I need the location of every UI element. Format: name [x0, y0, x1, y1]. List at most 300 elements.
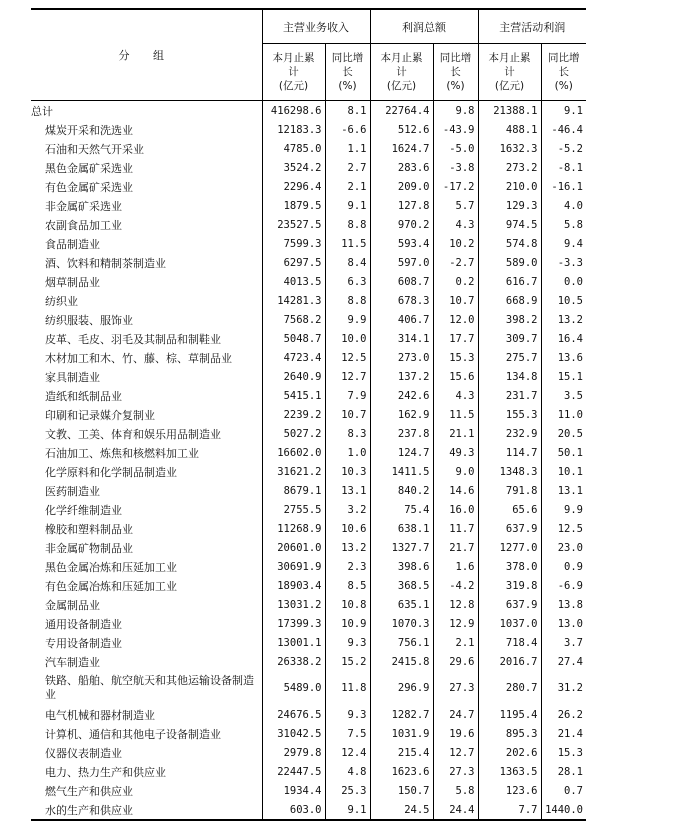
operating-growth-cell: 10.5 [541, 291, 586, 310]
operating-cumulative-cell: 791.8 [478, 481, 541, 500]
table-row [31, 120, 586, 139]
revenue-cumulative-cell: 12183.3 [262, 120, 325, 139]
revenue-growth-cell: 2.3 [325, 557, 370, 576]
revenue-growth-cell: 10.6 [325, 519, 370, 538]
table-row [31, 348, 586, 367]
table-row [31, 272, 586, 291]
industry-name-cell: 总计 [31, 104, 53, 118]
table-row [31, 557, 586, 576]
operating-cumulative-cell: 1348.3 [478, 462, 541, 481]
revenue-growth-cell: 10.0 [325, 329, 370, 348]
profit-growth-cell: -17.2 [433, 177, 478, 196]
operating-growth-cell: 13.8 [541, 595, 586, 614]
profit-growth-header: 同比增 长 (%) [433, 44, 478, 101]
revenue-cumulative-cell: 4723.4 [262, 348, 325, 367]
revenue-cumulative-cell: 4013.5 [262, 272, 325, 291]
total-profit-group-header: 利润总额 [370, 9, 478, 44]
operating-cumulative-cell: 616.7 [478, 272, 541, 291]
operating-cumulative-cell: 7.7 [478, 800, 541, 820]
operating-cumulative-cell: 155.3 [478, 405, 541, 424]
operating-growth-cell: 4.0 [541, 196, 586, 215]
revenue-growth-cell: 9.1 [325, 196, 370, 215]
operating-growth-cell: 0.0 [541, 272, 586, 291]
revenue-growth-cell: 3.2 [325, 500, 370, 519]
revenue-cumulative-cell: 14281.3 [262, 291, 325, 310]
operating-cumulative-cell: 134.8 [478, 367, 541, 386]
profit-growth-cell: 4.3 [433, 215, 478, 234]
revenue-growth-cell: 10.3 [325, 462, 370, 481]
profit-cumulative-cell: 75.4 [370, 500, 433, 519]
revenue-cumulative-cell: 18903.4 [262, 576, 325, 595]
revenue-growth-cell: 8.5 [325, 576, 370, 595]
operating-growth-cell: 15.3 [541, 743, 586, 762]
revenue-growth-cell: 13.1 [325, 481, 370, 500]
revenue-cumulative-cell: 1879.5 [262, 196, 325, 215]
operating-cumulative-cell: 309.7 [478, 329, 541, 348]
revenue-growth-cell: 10.9 [325, 614, 370, 633]
industry-name-cell: 化学原料和化学制品制造业 [45, 465, 177, 479]
profit-cumulative-cell: 273.0 [370, 348, 433, 367]
operating-cumulative-cell: 123.6 [478, 781, 541, 800]
operating-cumulative-cell: 895.3 [478, 724, 541, 743]
table-row [31, 443, 586, 462]
profit-growth-cell: 5.8 [433, 781, 478, 800]
operating-growth-header: 同比增 长 (%) [541, 44, 586, 101]
operating-growth-cell: 12.5 [541, 519, 586, 538]
operating-growth-cell: 13.1 [541, 481, 586, 500]
profit-cumulative-cell: 1282.7 [370, 705, 433, 724]
table-row [31, 538, 586, 557]
operating-cumulative-cell: 974.5 [478, 215, 541, 234]
industry-name-cell: 燃气生产和供应业 [45, 784, 133, 798]
revenue-growth-cell: 12.5 [325, 348, 370, 367]
industry-name-cell: 水的生产和供应业 [31, 800, 262, 820]
profit-growth-cell: 5.7 [433, 196, 478, 215]
operating-growth-cell: 5.8 [541, 215, 586, 234]
operating-growth-cell: 9.4 [541, 234, 586, 253]
revenue-cumulative-cell: 7568.2 [262, 310, 325, 329]
industry-name-cell: 酒、饮料和精制茶制造业 [45, 256, 166, 270]
revenue-cumulative-cell: 5048.7 [262, 329, 325, 348]
revenue-growth-cell: 8.3 [325, 424, 370, 443]
revenue-cumulative-cell: 4785.0 [262, 139, 325, 158]
revenue-cumulative-cell: 1934.4 [262, 781, 325, 800]
revenue-cumulative-cell: 2640.9 [262, 367, 325, 386]
profit-growth-cell: 19.6 [433, 724, 478, 743]
operating-cumulative-cell: 202.6 [478, 743, 541, 762]
table-row [31, 424, 586, 443]
profit-cumulative-cell: 368.5 [370, 576, 433, 595]
operating-growth-cell: 0.9 [541, 557, 586, 576]
table-row [31, 215, 586, 234]
revenue-growth-cell: 8.8 [325, 215, 370, 234]
profit-cumulative-cell: 406.7 [370, 310, 433, 329]
profit-cumulative-cell: 237.8 [370, 424, 433, 443]
profit-growth-cell: 12.9 [433, 614, 478, 633]
operating-growth-cell: 11.0 [541, 405, 586, 424]
profit-cumulative-cell: 593.4 [370, 234, 433, 253]
revenue-cumulative-cell: 13031.2 [262, 595, 325, 614]
operating-cumulative-cell: 210.0 [478, 177, 541, 196]
profit-growth-cell: 10.2 [433, 234, 478, 253]
operating-cumulative-cell: 589.0 [478, 253, 541, 272]
profit-cumulative-cell: 162.9 [370, 405, 433, 424]
revenue-growth-cell: 9.3 [325, 705, 370, 724]
statistics-table-container [31, 8, 586, 821]
profit-cumulative-cell: 970.2 [370, 215, 433, 234]
operating-cumulative-cell: 231.7 [478, 386, 541, 405]
table-row [31, 234, 586, 253]
profit-cumulative-cell: 22764.4 [370, 101, 433, 121]
operating-cumulative-cell: 378.0 [478, 557, 541, 576]
industry-name-cell: 农副食品加工业 [45, 218, 122, 232]
revenue-growth-cell: 12.4 [325, 743, 370, 762]
table-row [31, 253, 586, 272]
operating-cumulative-cell: 637.9 [478, 519, 541, 538]
operating-growth-cell: 13.2 [541, 310, 586, 329]
revenue-cumulative-cell: 7599.3 [262, 234, 325, 253]
operating-growth-cell: 3.5 [541, 386, 586, 405]
profit-growth-cell: 17.7 [433, 329, 478, 348]
profit-cumulative-cell: 756.1 [370, 633, 433, 652]
operating-growth-cell: 27.4 [541, 652, 586, 671]
revenue-cumulative-cell: 5027.2 [262, 424, 325, 443]
revenue-cumulative-cell: 6297.5 [262, 253, 325, 272]
profit-growth-cell: 11.7 [433, 519, 478, 538]
profit-growth-cell: 29.6 [433, 652, 478, 671]
revenue-growth-cell: 8.4 [325, 253, 370, 272]
table-row [31, 196, 586, 215]
operating-growth-cell: 50.1 [541, 443, 586, 462]
table-row [31, 329, 586, 348]
industry-name-cell: 石油和天然气开采业 [45, 142, 144, 156]
revenue-cumulative-cell: 416298.6 [262, 101, 325, 121]
revenue-growth-cell: 1.1 [325, 139, 370, 158]
profit-growth-cell: 24.7 [433, 705, 478, 724]
industry-name-cell: 黑色金属矿采选业 [45, 161, 133, 175]
profit-cumulative-cell: 1623.6 [370, 762, 433, 781]
revenue-cumulative-cell: 30691.9 [262, 557, 325, 576]
industry-name-cell: 文教、工美、体育和娱乐用品制造业 [45, 427, 221, 441]
operating-growth-cell: 10.1 [541, 462, 586, 481]
revenue-cumulative-cell: 22447.5 [262, 762, 325, 781]
operating-cumulative-cell: 1632.3 [478, 139, 541, 158]
table-row [31, 386, 586, 405]
profit-growth-cell: 4.3 [433, 386, 478, 405]
profit-growth-cell: 15.6 [433, 367, 478, 386]
operating-growth-cell: -5.2 [541, 139, 586, 158]
revenue-cumulative-cell: 26338.2 [262, 652, 325, 671]
table-row [31, 652, 586, 671]
profit-cumulative-cell: 242.6 [370, 386, 433, 405]
operating-growth-cell: 21.4 [541, 724, 586, 743]
industry-name-cell: 纺织服装、服饰业 [45, 313, 133, 327]
operating-growth-cell: 3.7 [541, 633, 586, 652]
industry-name-cell: 通用设备制造业 [45, 617, 122, 631]
revenue-growth-cell: 8.1 [325, 101, 370, 121]
profit-growth-cell: 12.8 [433, 595, 478, 614]
operating-growth-cell: 1440.0 [541, 800, 586, 820]
industry-name-cell: 仪器仪表制造业 [45, 746, 122, 760]
industry-name-cell: 石油加工、炼焦和核燃料加工业 [45, 446, 199, 460]
operating-cumulative-cell: 574.8 [478, 234, 541, 253]
industry-name-cell: 铁路、船舶、航空航天和其他运输设备制造业 [45, 674, 254, 701]
operating-cumulative-cell: 1277.0 [478, 538, 541, 557]
industry-name-cell: 有色金属冶炼和压延加工业 [45, 579, 177, 593]
profit-growth-cell: 15.3 [433, 348, 478, 367]
profit-growth-cell: 24.4 [433, 800, 478, 820]
profit-cumulative-cell: 398.6 [370, 557, 433, 576]
profit-cumulative-cell: 2415.8 [370, 652, 433, 671]
revenue-cumulative-cell: 8679.1 [262, 481, 325, 500]
profit-cumulative-cell: 840.2 [370, 481, 433, 500]
revenue-cumulative-cell: 11268.9 [262, 519, 325, 538]
operating-cumulative-cell: 21388.1 [478, 101, 541, 121]
revenue-growth-cell: 6.3 [325, 272, 370, 291]
revenue-cumulative-cell: 20601.0 [262, 538, 325, 557]
revenue-growth-header: 同比增 长 (%) [325, 44, 370, 101]
revenue-cumulative-cell: 17399.3 [262, 614, 325, 633]
profit-growth-cell: 12.7 [433, 743, 478, 762]
operating-cumulative-cell: 2016.7 [478, 652, 541, 671]
operating-cumulative-cell: 275.7 [478, 348, 541, 367]
profit-cumulative-cell: 597.0 [370, 253, 433, 272]
revenue-growth-cell: 10.8 [325, 595, 370, 614]
profit-cumulative-cell: 209.0 [370, 177, 433, 196]
table-row [31, 724, 586, 743]
profit-cumulative-cell: 1070.3 [370, 614, 433, 633]
profit-growth-cell: 11.5 [433, 405, 478, 424]
industry-name-cell: 印刷和记录媒介复制业 [45, 408, 155, 422]
table-row [31, 310, 586, 329]
table-row [31, 481, 586, 500]
profit-cumulative-cell: 283.6 [370, 158, 433, 177]
revenue-cumulative-cell: 13001.1 [262, 633, 325, 652]
revenue-cumulative-cell: 5415.1 [262, 386, 325, 405]
industry-name-cell: 化学纤维制造业 [45, 503, 122, 517]
group-column-header: 分 组 [31, 9, 262, 101]
operating-growth-cell: 28.1 [541, 762, 586, 781]
operating-cumulative-cell: 273.2 [478, 158, 541, 177]
operating-cumulative-cell: 488.1 [478, 120, 541, 139]
profit-cumulative-cell: 215.4 [370, 743, 433, 762]
operating-growth-cell: -3.3 [541, 253, 586, 272]
table-row-total [31, 101, 586, 121]
industry-name-cell: 非金属矿物制品业 [45, 541, 133, 555]
revenue-cumulative-cell: 31042.5 [262, 724, 325, 743]
industry-name-cell: 皮革、毛皮、羽毛及其制品和制鞋业 [45, 332, 221, 346]
profit-growth-cell: 49.3 [433, 443, 478, 462]
revenue-growth-cell: 7.5 [325, 724, 370, 743]
revenue-cumulative-cell: 23527.5 [262, 215, 325, 234]
industry-name-cell: 金属制品业 [45, 598, 100, 612]
revenue-group-header: 主营业务收入 [262, 9, 370, 44]
profit-growth-cell: -4.2 [433, 576, 478, 595]
table-row [31, 139, 586, 158]
profit-growth-cell: 21.1 [433, 424, 478, 443]
industry-name-cell: 汽车制造业 [45, 655, 100, 669]
industry-name-cell: 非金属矿采选业 [45, 199, 122, 213]
profit-cumulative-cell: 638.1 [370, 519, 433, 538]
revenue-cumulative-cell: 2755.5 [262, 500, 325, 519]
industry-name-cell: 橡胶和塑料制品业 [45, 522, 133, 536]
profit-cumulative-cell: 127.8 [370, 196, 433, 215]
profit-cumulative-header: 本月止累 计 (亿元) [370, 44, 433, 101]
table-row [31, 595, 586, 614]
profit-cumulative-cell: 124.7 [370, 443, 433, 462]
revenue-cumulative-cell: 16602.0 [262, 443, 325, 462]
table-row [31, 743, 586, 762]
revenue-growth-cell: 10.7 [325, 405, 370, 424]
operating-growth-cell: 13.0 [541, 614, 586, 633]
industry-name-cell: 专用设备制造业 [45, 636, 122, 650]
profit-growth-cell: 10.7 [433, 291, 478, 310]
industry-name-cell: 医药制造业 [45, 484, 100, 498]
industry-name-cell: 家具制造业 [45, 370, 100, 384]
revenue-growth-cell: 4.8 [325, 762, 370, 781]
table-row [31, 614, 586, 633]
profit-growth-cell: 21.7 [433, 538, 478, 557]
profit-cumulative-cell: 150.7 [370, 781, 433, 800]
revenue-growth-cell: 25.3 [325, 781, 370, 800]
operating-cumulative-cell: 65.6 [478, 500, 541, 519]
profit-growth-cell: 9.8 [433, 101, 478, 121]
revenue-growth-cell: 15.2 [325, 652, 370, 671]
operating-growth-cell: 23.0 [541, 538, 586, 557]
table-row [31, 405, 586, 424]
operating-cumulative-cell: 129.3 [478, 196, 541, 215]
profit-growth-cell: -5.0 [433, 139, 478, 158]
industry-name-cell: 计算机、通信和其他电子设备制造业 [45, 727, 221, 741]
operating-cumulative-cell: 232.9 [478, 424, 541, 443]
revenue-cumulative-cell: 2296.4 [262, 177, 325, 196]
operating-cumulative-cell: 1363.5 [478, 762, 541, 781]
operating-cumulative-cell: 398.2 [478, 310, 541, 329]
industry-name-cell: 烟草制品业 [45, 275, 100, 289]
revenue-growth-cell: 9.3 [325, 633, 370, 652]
operating-cumulative-cell: 718.4 [478, 633, 541, 652]
profit-growth-cell: 12.0 [433, 310, 478, 329]
table-row [31, 177, 586, 196]
profit-growth-cell: 9.0 [433, 462, 478, 481]
profit-growth-cell: 14.6 [433, 481, 478, 500]
industry-name-cell: 煤炭开采和洗选业 [45, 123, 133, 137]
table-row [31, 633, 586, 652]
table-row [31, 367, 586, 386]
revenue-cumulative-cell: 31621.2 [262, 462, 325, 481]
table-row [31, 762, 586, 781]
operating-growth-cell: 13.6 [541, 348, 586, 367]
table-row [31, 158, 586, 177]
operating-growth-cell: 31.2 [541, 671, 586, 705]
operating-cumulative-cell: 1037.0 [478, 614, 541, 633]
operating-growth-cell: 9.1 [541, 101, 586, 121]
table-row [31, 291, 586, 310]
revenue-cumulative-cell: 24676.5 [262, 705, 325, 724]
operating-profit-group-header: 主营活动利润 [478, 9, 586, 44]
profit-cumulative-cell: 635.1 [370, 595, 433, 614]
table-row [31, 462, 586, 481]
revenue-growth-cell: 13.2 [325, 538, 370, 557]
revenue-cumulative-header: 本月止累 计 (亿元) [262, 44, 325, 101]
table-row [31, 576, 586, 595]
industry-name-cell: 纺织业 [45, 294, 78, 308]
revenue-growth-cell: 11.5 [325, 234, 370, 253]
revenue-growth-cell: 2.1 [325, 177, 370, 196]
industry-statistics-table [31, 8, 586, 821]
industry-name-cell: 电气机械和器材制造业 [45, 708, 155, 722]
revenue-growth-cell: 9.9 [325, 310, 370, 329]
operating-growth-cell: 0.7 [541, 781, 586, 800]
profit-growth-cell: 16.0 [433, 500, 478, 519]
operating-growth-cell: 16.4 [541, 329, 586, 348]
table-row [31, 519, 586, 538]
revenue-cumulative-cell: 603.0 [262, 800, 325, 820]
operating-cumulative-header: 本月止累 计 (亿元) [478, 44, 541, 101]
operating-growth-cell: 26.2 [541, 705, 586, 724]
profit-cumulative-cell: 678.3 [370, 291, 433, 310]
table-body [31, 101, 586, 821]
profit-growth-cell: 0.2 [433, 272, 478, 291]
profit-cumulative-cell: 512.6 [370, 120, 433, 139]
profit-cumulative-cell: 1031.9 [370, 724, 433, 743]
profit-cumulative-cell: 1327.7 [370, 538, 433, 557]
table-row [31, 500, 586, 519]
table-row [31, 800, 586, 820]
table-row [31, 781, 586, 800]
revenue-growth-cell: 1.0 [325, 443, 370, 462]
table-row [31, 705, 586, 724]
operating-cumulative-cell: 114.7 [478, 443, 541, 462]
revenue-growth-cell: 8.8 [325, 291, 370, 310]
operating-cumulative-cell: 280.7 [478, 671, 541, 705]
profit-cumulative-cell: 24.5 [370, 800, 433, 820]
profit-cumulative-cell: 296.9 [370, 671, 433, 705]
revenue-cumulative-cell: 2239.2 [262, 405, 325, 424]
profit-growth-cell: 27.3 [433, 671, 478, 705]
industry-name-cell: 木材加工和木、竹、藤、棕、草制品业 [45, 351, 232, 365]
revenue-growth-cell: -6.6 [325, 120, 370, 139]
profit-cumulative-cell: 1411.5 [370, 462, 433, 481]
revenue-cumulative-cell: 3524.2 [262, 158, 325, 177]
revenue-growth-cell: 7.9 [325, 386, 370, 405]
operating-growth-cell: 15.1 [541, 367, 586, 386]
table-row [31, 671, 586, 705]
industry-name-cell: 黑色金属冶炼和压延加工业 [45, 560, 177, 574]
profit-growth-cell: 1.6 [433, 557, 478, 576]
operating-growth-cell: -16.1 [541, 177, 586, 196]
profit-cumulative-cell: 1624.7 [370, 139, 433, 158]
profit-cumulative-cell: 137.2 [370, 367, 433, 386]
profit-growth-cell: -3.8 [433, 158, 478, 177]
industry-name-cell: 食品制造业 [45, 237, 100, 251]
profit-growth-cell: -43.9 [433, 120, 478, 139]
operating-cumulative-cell: 668.9 [478, 291, 541, 310]
industry-name-cell: 造纸和纸制品业 [45, 389, 122, 403]
operating-cumulative-cell: 637.9 [478, 595, 541, 614]
revenue-cumulative-cell: 2979.8 [262, 743, 325, 762]
operating-growth-cell: 9.9 [541, 500, 586, 519]
profit-growth-cell: 2.1 [433, 633, 478, 652]
profit-cumulative-cell: 608.7 [370, 272, 433, 291]
revenue-growth-cell: 9.1 [325, 800, 370, 820]
industry-name-cell: 有色金属矿采选业 [45, 180, 133, 194]
revenue-growth-cell: 12.7 [325, 367, 370, 386]
operating-cumulative-cell: 319.8 [478, 576, 541, 595]
revenue-growth-cell: 11.8 [325, 671, 370, 705]
revenue-cumulative-cell: 5489.0 [262, 671, 325, 705]
industry-name-cell: 电力、热力生产和供应业 [45, 765, 166, 779]
